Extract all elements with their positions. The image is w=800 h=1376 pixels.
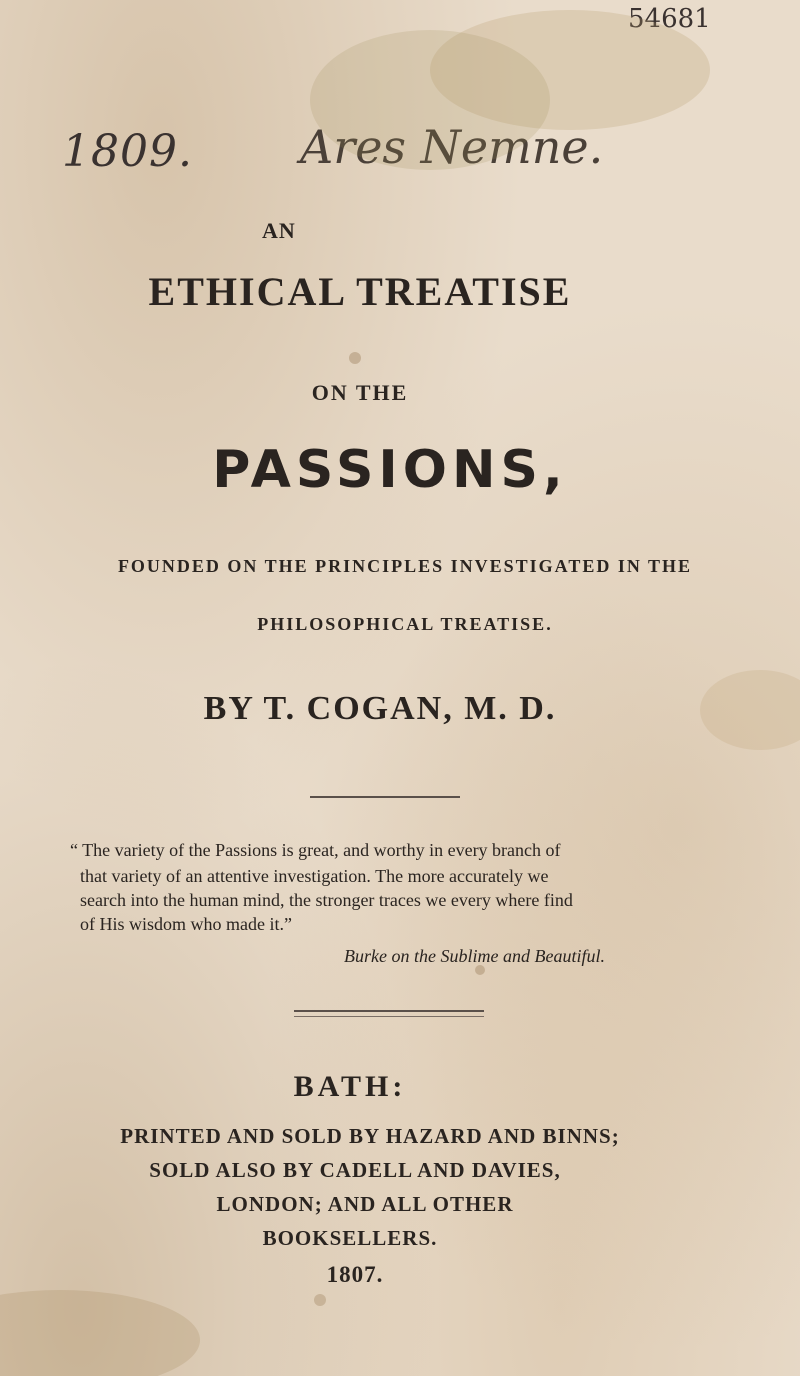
imprint-year: 1807. <box>326 1262 384 1287</box>
imprint-line2: SOLD ALSO BY CADELL AND DAVIES, <box>149 1158 561 1182</box>
epigraph-line1: “ The variety of the Passions is great, and worthy in every branch of <box>70 840 561 860</box>
epigraph-line4: of His wisdom who made it.” <box>80 914 292 934</box>
title-subject: PASSIONS, <box>212 440 568 500</box>
imprint-line3: LONDON; AND ALL OTHER <box>216 1192 514 1216</box>
handwritten-year: 1809. <box>62 126 193 177</box>
title-main: ETHICAL TREATISE <box>148 269 572 314</box>
title-on-the: ON THE <box>311 380 409 405</box>
title-founded-line1: FOUNDED ON THE PRINCIPLES INVESTIGATED IN THE <box>117 556 693 576</box>
imprint-line1: PRINTED AND SOLD BY HAZARD AND BINNS; <box>120 1124 620 1148</box>
title-founded-line2: PHILOSOPHICAL TREATISE. <box>257 614 553 634</box>
author: BY T. COGAN, M. D. <box>203 690 557 727</box>
epigraph-line2: that variety of an attentive investigation. The more accurately we <box>80 866 549 886</box>
imprint-place: BATH: <box>293 1070 407 1103</box>
imprint-line4: BOOKSELLERS. <box>262 1226 438 1250</box>
handwritten-annotation: Ares Nemne. <box>300 120 604 174</box>
title-prefix: AN <box>262 218 296 243</box>
epigraph-line3: search into the human mind, the stronger traces we every where find <box>80 890 573 910</box>
epigraph-attribution: Burke on the Sublime and Beautiful. <box>344 946 605 966</box>
handwritten-shelfmark: 54681 <box>628 4 711 34</box>
